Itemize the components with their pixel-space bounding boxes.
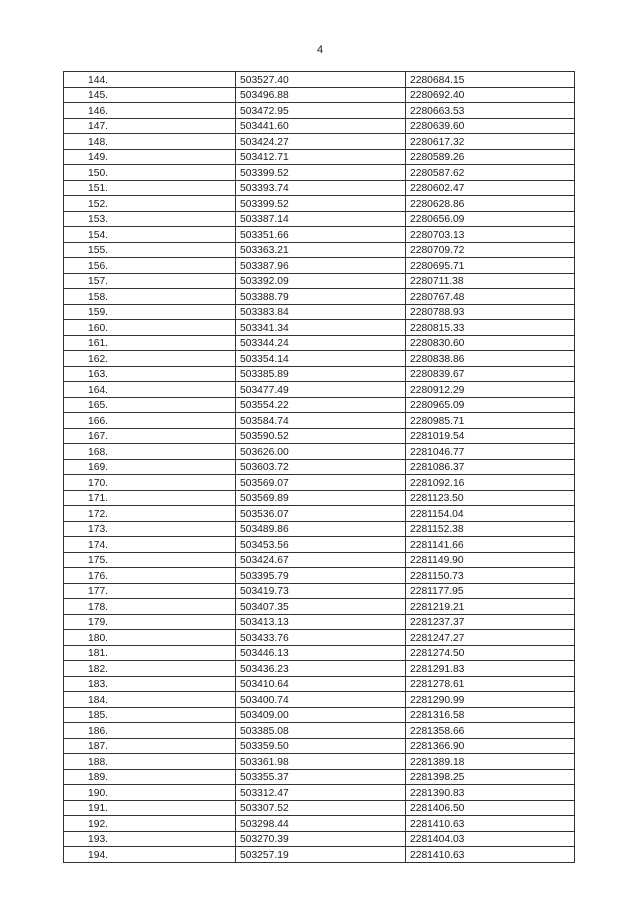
point-number-cell: 187. bbox=[64, 738, 236, 754]
point-number-cell: 172. bbox=[64, 506, 236, 522]
table-row bbox=[64, 583, 575, 599]
table-row bbox=[64, 847, 575, 863]
x-coordinate-cell: 503626.00 bbox=[236, 444, 406, 460]
coordinates-table bbox=[63, 71, 575, 863]
x-coordinate-cell: 503385.89 bbox=[236, 366, 406, 382]
x-coordinate-cell: 503477.49 bbox=[236, 382, 406, 398]
point-number-cell: 180. bbox=[64, 630, 236, 646]
point-number-cell: 150. bbox=[64, 165, 236, 181]
table-row bbox=[64, 568, 575, 584]
x-coordinate-cell: 503354.14 bbox=[236, 351, 406, 367]
x-coordinate-cell: 503433.76 bbox=[236, 630, 406, 646]
table-row bbox=[64, 676, 575, 692]
point-number-cell: 163. bbox=[64, 366, 236, 382]
y-coordinate-cell: 2281278.61 bbox=[406, 676, 575, 692]
x-coordinate-cell: 503496.88 bbox=[236, 87, 406, 103]
point-number-cell: 148. bbox=[64, 134, 236, 150]
point-number-cell: 175. bbox=[64, 552, 236, 568]
table-row bbox=[64, 165, 575, 181]
y-coordinate-cell: 2280703.13 bbox=[406, 227, 575, 243]
point-number-cell: 160. bbox=[64, 320, 236, 336]
y-coordinate-cell: 2281237.37 bbox=[406, 614, 575, 630]
x-coordinate-cell: 503536.07 bbox=[236, 506, 406, 522]
x-coordinate-cell: 503424.67 bbox=[236, 552, 406, 568]
x-coordinate-cell: 503472.95 bbox=[236, 103, 406, 119]
table-row bbox=[64, 692, 575, 708]
y-coordinate-cell: 2280839.67 bbox=[406, 366, 575, 382]
y-coordinate-cell: 2281366.90 bbox=[406, 738, 575, 754]
point-number-cell: 159. bbox=[64, 304, 236, 320]
table-row bbox=[64, 723, 575, 739]
x-coordinate-cell: 503298.44 bbox=[236, 816, 406, 832]
table-row bbox=[64, 149, 575, 165]
y-coordinate-cell: 2281152.38 bbox=[406, 521, 575, 537]
x-coordinate-cell: 503307.52 bbox=[236, 800, 406, 816]
point-number-cell: 152. bbox=[64, 196, 236, 212]
table-row bbox=[64, 258, 575, 274]
table-row bbox=[64, 785, 575, 801]
x-coordinate-cell: 503446.13 bbox=[236, 645, 406, 661]
table-row bbox=[64, 72, 575, 88]
y-coordinate-cell: 2280912.29 bbox=[406, 382, 575, 398]
point-number-cell: 177. bbox=[64, 583, 236, 599]
point-number-cell: 183. bbox=[64, 676, 236, 692]
point-number-cell: 184. bbox=[64, 692, 236, 708]
x-coordinate-cell: 503410.64 bbox=[236, 676, 406, 692]
table-row bbox=[64, 413, 575, 429]
page-number: 4 bbox=[316, 44, 324, 56]
x-coordinate-cell: 503344.24 bbox=[236, 335, 406, 351]
table-row bbox=[64, 211, 575, 227]
x-coordinate-cell: 503409.00 bbox=[236, 707, 406, 723]
y-coordinate-cell: 2280663.53 bbox=[406, 103, 575, 119]
point-number-cell: 165. bbox=[64, 397, 236, 413]
y-coordinate-cell: 2280767.48 bbox=[406, 289, 575, 305]
y-coordinate-cell: 2280709.72 bbox=[406, 242, 575, 258]
table-row bbox=[64, 630, 575, 646]
point-number-cell: 178. bbox=[64, 599, 236, 615]
y-coordinate-cell: 2280639.60 bbox=[406, 118, 575, 134]
y-coordinate-cell: 2280838.86 bbox=[406, 351, 575, 367]
y-coordinate-cell: 2280684.15 bbox=[406, 72, 575, 88]
x-coordinate-cell: 503413.13 bbox=[236, 614, 406, 630]
y-coordinate-cell: 2281410.63 bbox=[406, 816, 575, 832]
x-coordinate-cell: 503554.22 bbox=[236, 397, 406, 413]
y-coordinate-cell: 2281358.66 bbox=[406, 723, 575, 739]
y-coordinate-cell: 2281404.03 bbox=[406, 831, 575, 847]
y-coordinate-cell: 2281019.54 bbox=[406, 428, 575, 444]
y-coordinate-cell: 2281219.21 bbox=[406, 599, 575, 615]
table-row bbox=[64, 831, 575, 847]
point-number-cell: 173. bbox=[64, 521, 236, 537]
x-coordinate-cell: 503270.39 bbox=[236, 831, 406, 847]
x-coordinate-cell: 503569.07 bbox=[236, 475, 406, 491]
point-number-cell: 192. bbox=[64, 816, 236, 832]
table-row bbox=[64, 816, 575, 832]
y-coordinate-cell: 2281123.50 bbox=[406, 490, 575, 506]
table-row bbox=[64, 459, 575, 475]
y-coordinate-cell: 2280589.26 bbox=[406, 149, 575, 165]
x-coordinate-cell: 503419.73 bbox=[236, 583, 406, 599]
table-row bbox=[64, 444, 575, 460]
x-coordinate-cell: 503412.71 bbox=[236, 149, 406, 165]
point-number-cell: 170. bbox=[64, 475, 236, 491]
table-row bbox=[64, 382, 575, 398]
x-coordinate-cell: 503424.27 bbox=[236, 134, 406, 150]
x-coordinate-cell: 503388.79 bbox=[236, 289, 406, 305]
y-coordinate-cell: 2280965.09 bbox=[406, 397, 575, 413]
table-row bbox=[64, 537, 575, 553]
y-coordinate-cell: 2280628.86 bbox=[406, 196, 575, 212]
x-coordinate-cell: 503312.47 bbox=[236, 785, 406, 801]
point-number-cell: 181. bbox=[64, 645, 236, 661]
table-row bbox=[64, 552, 575, 568]
table-row bbox=[64, 273, 575, 289]
point-number-cell: 186. bbox=[64, 723, 236, 739]
y-coordinate-cell: 2280985.71 bbox=[406, 413, 575, 429]
y-coordinate-cell: 2280656.09 bbox=[406, 211, 575, 227]
table-row bbox=[64, 289, 575, 305]
x-coordinate-cell: 503569.89 bbox=[236, 490, 406, 506]
point-number-cell: 169. bbox=[64, 459, 236, 475]
x-coordinate-cell: 503453.56 bbox=[236, 537, 406, 553]
point-number-cell: 154. bbox=[64, 227, 236, 243]
table-row bbox=[64, 738, 575, 754]
x-coordinate-cell: 503351.66 bbox=[236, 227, 406, 243]
x-coordinate-cell: 503383.84 bbox=[236, 304, 406, 320]
table-row bbox=[64, 103, 575, 119]
point-number-cell: 145. bbox=[64, 87, 236, 103]
point-number-cell: 162. bbox=[64, 351, 236, 367]
table-row bbox=[64, 769, 575, 785]
y-coordinate-cell: 2281149.90 bbox=[406, 552, 575, 568]
point-number-cell: 176. bbox=[64, 568, 236, 584]
point-number-cell: 182. bbox=[64, 661, 236, 677]
point-number-cell: 146. bbox=[64, 103, 236, 119]
point-number-cell: 188. bbox=[64, 754, 236, 770]
point-number-cell: 156. bbox=[64, 258, 236, 274]
y-coordinate-cell: 2280695.71 bbox=[406, 258, 575, 274]
point-number-cell: 179. bbox=[64, 614, 236, 630]
table-row bbox=[64, 134, 575, 150]
y-coordinate-cell: 2281086.37 bbox=[406, 459, 575, 475]
x-coordinate-cell: 503363.21 bbox=[236, 242, 406, 258]
point-number-cell: 167. bbox=[64, 428, 236, 444]
point-number-cell: 157. bbox=[64, 273, 236, 289]
table-row bbox=[64, 800, 575, 816]
y-coordinate-cell: 2280815.33 bbox=[406, 320, 575, 336]
y-coordinate-cell: 2281291.83 bbox=[406, 661, 575, 677]
x-coordinate-cell: 503399.52 bbox=[236, 196, 406, 212]
y-coordinate-cell: 2280830.60 bbox=[406, 335, 575, 351]
y-coordinate-cell: 2280617.32 bbox=[406, 134, 575, 150]
table-row bbox=[64, 521, 575, 537]
point-number-cell: 158. bbox=[64, 289, 236, 305]
x-coordinate-cell: 503590.52 bbox=[236, 428, 406, 444]
point-number-cell: 161. bbox=[64, 335, 236, 351]
table-row bbox=[64, 506, 575, 522]
point-number-cell: 193. bbox=[64, 831, 236, 847]
y-coordinate-cell: 2281177.95 bbox=[406, 583, 575, 599]
table-row bbox=[64, 599, 575, 615]
point-number-cell: 191. bbox=[64, 800, 236, 816]
x-coordinate-cell: 503257.19 bbox=[236, 847, 406, 863]
y-coordinate-cell: 2281274.50 bbox=[406, 645, 575, 661]
table-row bbox=[64, 366, 575, 382]
y-coordinate-cell: 2281046.77 bbox=[406, 444, 575, 460]
x-coordinate-cell: 503527.40 bbox=[236, 72, 406, 88]
x-coordinate-cell: 503395.79 bbox=[236, 568, 406, 584]
table-row bbox=[64, 304, 575, 320]
x-coordinate-cell: 503392.09 bbox=[236, 273, 406, 289]
point-number-cell: 166. bbox=[64, 413, 236, 429]
point-number-cell: 194. bbox=[64, 847, 236, 863]
table-row bbox=[64, 428, 575, 444]
point-number-cell: 185. bbox=[64, 707, 236, 723]
coordinates-table-body bbox=[64, 72, 575, 863]
table-row bbox=[64, 320, 575, 336]
x-coordinate-cell: 503385.08 bbox=[236, 723, 406, 739]
table-row bbox=[64, 227, 575, 243]
x-coordinate-cell: 503361.98 bbox=[236, 754, 406, 770]
y-coordinate-cell: 2280602.47 bbox=[406, 180, 575, 196]
point-number-cell: 168. bbox=[64, 444, 236, 460]
x-coordinate-cell: 503489.86 bbox=[236, 521, 406, 537]
point-number-cell: 155. bbox=[64, 242, 236, 258]
x-coordinate-cell: 503441.60 bbox=[236, 118, 406, 134]
table-row bbox=[64, 490, 575, 506]
y-coordinate-cell: 2280711.38 bbox=[406, 273, 575, 289]
table-row bbox=[64, 242, 575, 258]
x-coordinate-cell: 503359.50 bbox=[236, 738, 406, 754]
table-row bbox=[64, 645, 575, 661]
y-coordinate-cell: 2281316.58 bbox=[406, 707, 575, 723]
y-coordinate-cell: 2281406.50 bbox=[406, 800, 575, 816]
y-coordinate-cell: 2281410.63 bbox=[406, 847, 575, 863]
table-row bbox=[64, 180, 575, 196]
x-coordinate-cell: 503355.37 bbox=[236, 769, 406, 785]
x-coordinate-cell: 503584.74 bbox=[236, 413, 406, 429]
point-number-cell: 149. bbox=[64, 149, 236, 165]
table-row bbox=[64, 351, 575, 367]
table-row bbox=[64, 707, 575, 723]
x-coordinate-cell: 503436.23 bbox=[236, 661, 406, 677]
point-number-cell: 144. bbox=[64, 72, 236, 88]
x-coordinate-cell: 503400.74 bbox=[236, 692, 406, 708]
table-row bbox=[64, 118, 575, 134]
y-coordinate-cell: 2281092.16 bbox=[406, 475, 575, 491]
table-row bbox=[64, 661, 575, 677]
table-row bbox=[64, 754, 575, 770]
point-number-cell: 151. bbox=[64, 180, 236, 196]
y-coordinate-cell: 2281390.83 bbox=[406, 785, 575, 801]
y-coordinate-cell: 2280587.62 bbox=[406, 165, 575, 181]
y-coordinate-cell: 2281398.25 bbox=[406, 769, 575, 785]
point-number-cell: 164. bbox=[64, 382, 236, 398]
x-coordinate-cell: 503399.52 bbox=[236, 165, 406, 181]
table-row bbox=[64, 475, 575, 491]
point-number-cell: 174. bbox=[64, 537, 236, 553]
y-coordinate-cell: 2280692.40 bbox=[406, 87, 575, 103]
y-coordinate-cell: 2281290.99 bbox=[406, 692, 575, 708]
point-number-cell: 190. bbox=[64, 785, 236, 801]
x-coordinate-cell: 503341.34 bbox=[236, 320, 406, 336]
y-coordinate-cell: 2281247.27 bbox=[406, 630, 575, 646]
y-coordinate-cell: 2281389.18 bbox=[406, 754, 575, 770]
x-coordinate-cell: 503407.35 bbox=[236, 599, 406, 615]
table-row bbox=[64, 196, 575, 212]
point-number-cell: 171. bbox=[64, 490, 236, 506]
table-row bbox=[64, 614, 575, 630]
x-coordinate-cell: 503393.74 bbox=[236, 180, 406, 196]
table-row bbox=[64, 87, 575, 103]
x-coordinate-cell: 503387.14 bbox=[236, 211, 406, 227]
x-coordinate-cell: 503603.72 bbox=[236, 459, 406, 475]
y-coordinate-cell: 2281154.04 bbox=[406, 506, 575, 522]
y-coordinate-cell: 2280788.93 bbox=[406, 304, 575, 320]
y-coordinate-cell: 2281141.66 bbox=[406, 537, 575, 553]
table-row bbox=[64, 397, 575, 413]
point-number-cell: 189. bbox=[64, 769, 236, 785]
x-coordinate-cell: 503387.96 bbox=[236, 258, 406, 274]
table-row bbox=[64, 335, 575, 351]
point-number-cell: 147. bbox=[64, 118, 236, 134]
point-number-cell: 153. bbox=[64, 211, 236, 227]
y-coordinate-cell: 2281150.73 bbox=[406, 568, 575, 584]
